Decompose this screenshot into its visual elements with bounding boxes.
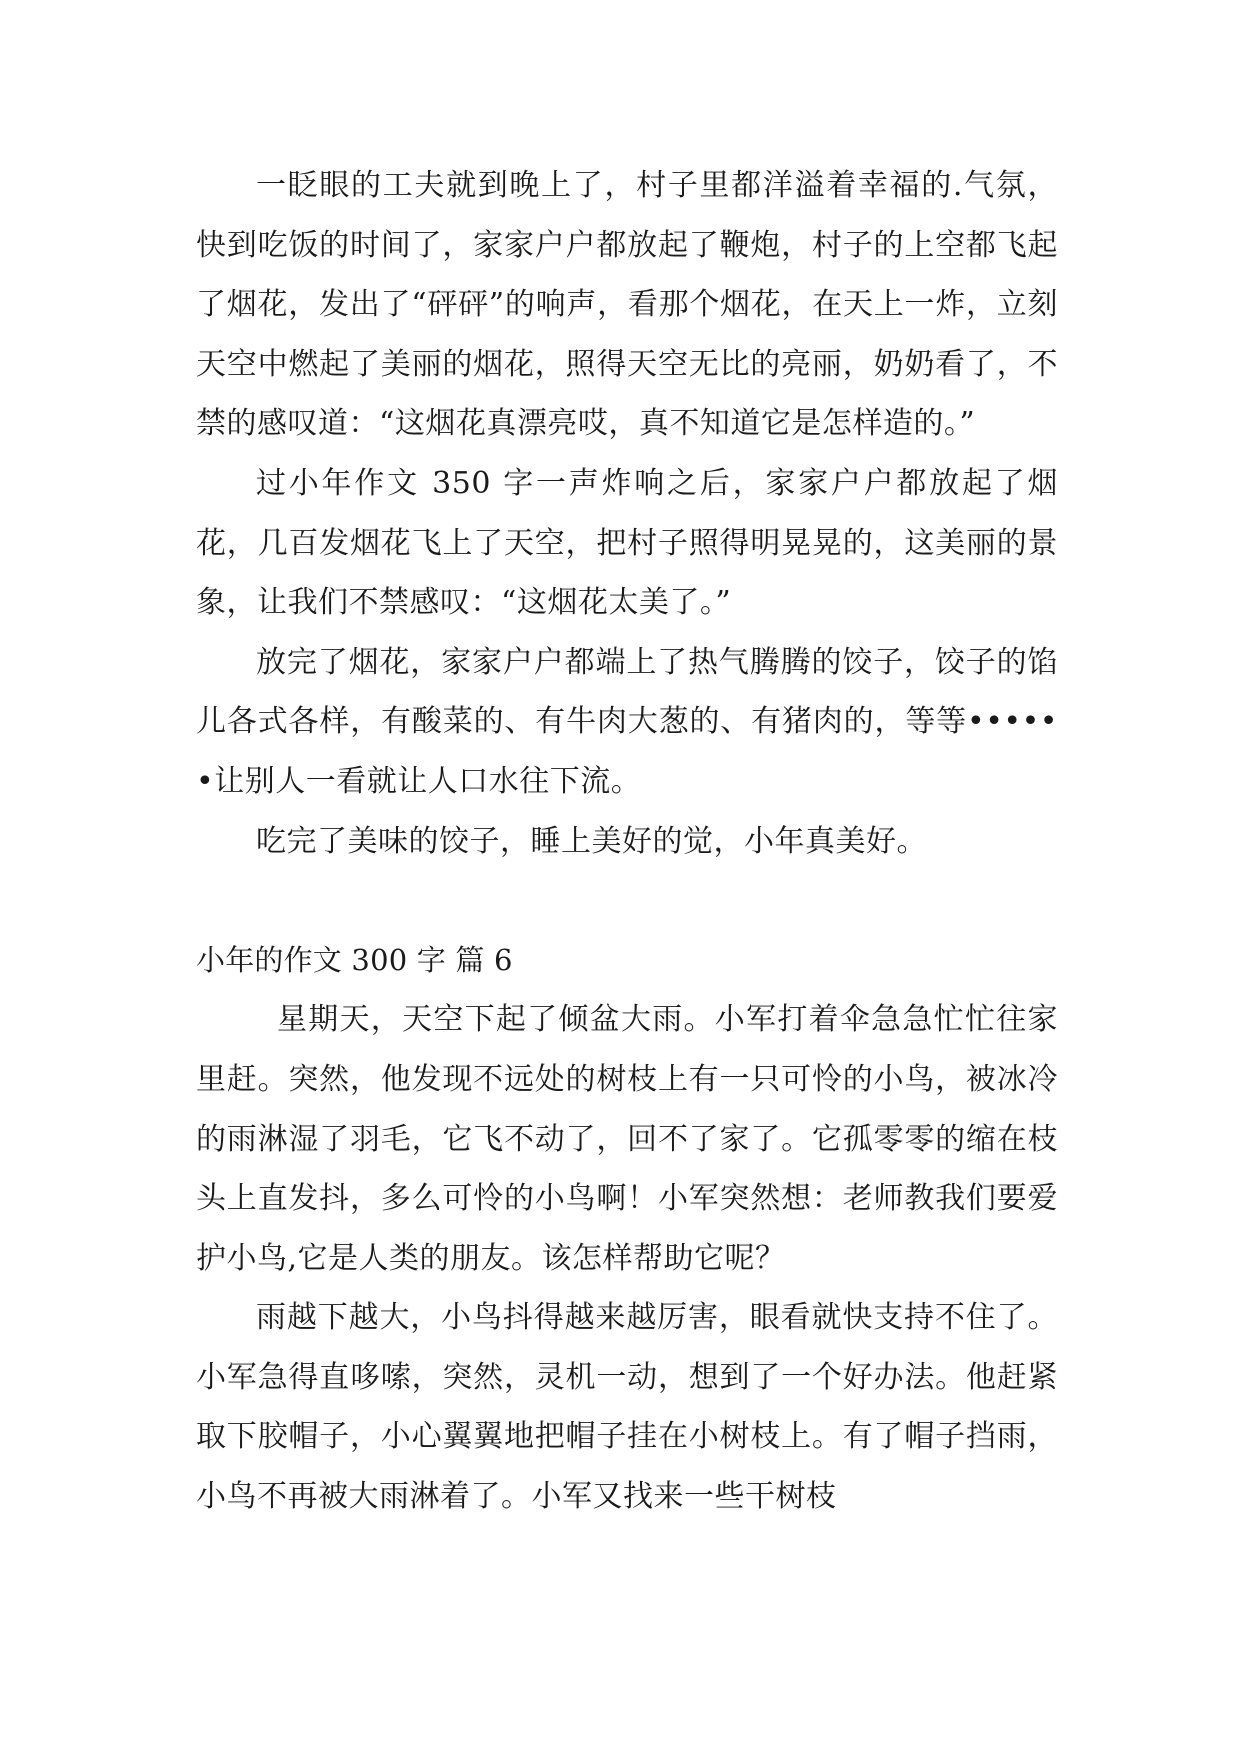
paragraph-ending: 吃完了美味的饺子，睡上美好的觉，小年真美好。 (256, 823, 927, 859)
paragraph-dumplings: 放完了烟花，家家户户都端上了热气腾腾的饺子，饺子的馅儿各式各样，有酸菜的、有牛肉大葱的、有猪肉的，等等••••••让别人一看就让人口水往下流。 (196, 644, 1058, 799)
paragraph-fireworks-burst: 过小年作文 350 字一声炸响之后，家家户户都放起了烟花，几百发烟花飞上了天空，把村子照得明晃晃的，这美丽的景象，让我们不禁感叹：“这烟花太美了。” (196, 465, 1058, 621)
paragraph-rain-hat: 雨越下越大，小鸟抖得越来越厉害，眼看就快支持不住了。小军急得直哆嗦，突然，灵机一动，想到了一个好办法。他赶紧取下胶帽子，小心翼翼地把帽子挂在小树枝上。有了帽子挡雨，小鸟不再被大雨淋着了。小军又找来一些干树枝 (196, 1300, 1058, 1515)
paragraph-fireworks-evening: 一眨眼的工夫就到晚上了，村子里都洋溢着幸福的.气氛，快到吃饭的时间了，家家户户都放起了鞭炮，村子的上空都飞起了烟花，发出了“砰砰”的响声，看那个烟花，在天上一炸，立刻天空中燃起了美丽的烟花，照得天空无比的亮丽，奶奶看了，不禁的感叹道：“这烟花真漂亮哎，真不知道它是怎样造的。” (196, 168, 1058, 442)
paragraph-rainy-sunday: 星期天，天空下起了倾盆大雨。小军打着伞急急忙忙往家里赶。突然，他发现不远处的树枝上有一只可怜的小鸟，被冰冷的雨淋湿了羽毛，它飞不动了，回不了家了。它孤零零的缩在枝头上直发抖，多么可怜的小鸟啊！小军突然想：老师教我们要爱护小鸟,它是人类的朋友。该怎样帮助它呢？ (196, 1002, 1058, 1276)
section-heading: 小年的作文 300 字 篇 6 (196, 942, 513, 977)
section-spacer (196, 871, 1058, 931)
document-page (196, 156, 1058, 1527)
